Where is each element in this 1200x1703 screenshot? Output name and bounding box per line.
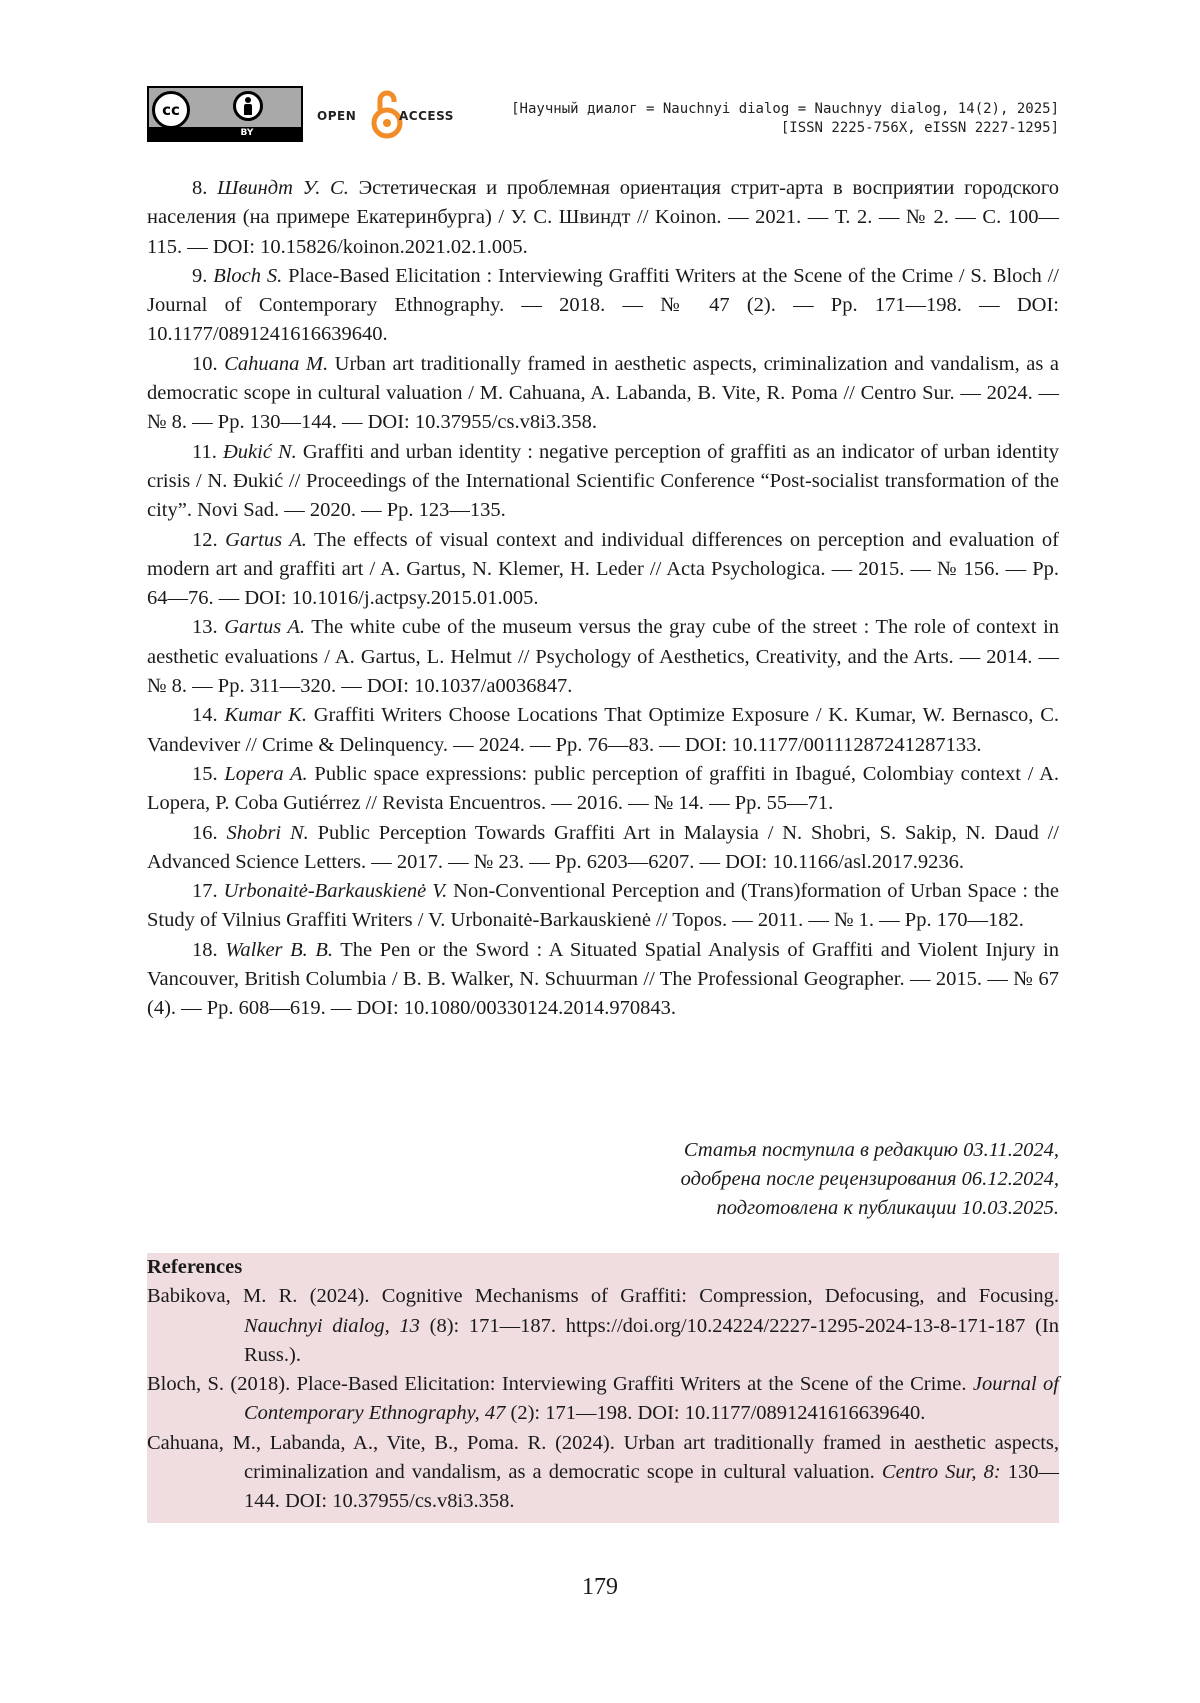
ref-item: 17. Urbonaitė-Barkauskienė V. Non-Conventional Perception and (Trans)formation of Urban Space : the Study of Vilnius Graffiti Writers / V. Urbonaitė-Barkauskienė // Topos. — 2011. — № 1. — Pp. 170—182.	[147, 877, 1059, 936]
ref-item: 15. Lopera A. Public space expressions: public perception of graffiti in Ibagué, Colombiay context / A. Lopera, P. Coba Gutiérrez // Revista Encuentros. — 2016. — № 14. — Pp. 55—71.	[147, 760, 1059, 819]
attribution-icon	[233, 91, 263, 121]
bibliography-list	[147, 174, 1059, 1024]
page-header	[147, 84, 1059, 144]
journal-issn: [ISSN 2225-756X, eISSN 2227-1295]	[511, 119, 1059, 138]
references-heading: References	[147, 1253, 1059, 1282]
cc-by-license-badge[interactable]	[147, 86, 303, 142]
ref-item: 11. Đukić N. Graffiti and urban identity : negative perception of graffiti as an indicator of urban identity crisis / N. Đukić // Proceedings of the International Scientific Conference “Post-socialist transformation of the city”. Novi Sad. — 2020. — Pp. 123—135.	[147, 438, 1059, 526]
ref-item: 14. Kumar K. Graffiti Writers Choose Locations That Optimize Exposure / K. Kumar, W. Bernasco, C. Vandeviver // Crime & Delinquency. — 2024. — Pp. 76—83. — DOI: 10.1177/00111287241287133.	[147, 701, 1059, 760]
references-section	[147, 1253, 1059, 1523]
article-history	[681, 1136, 1059, 1223]
ref-item: 12. Gartus A. The effects of visual context and individual differences on perception and evaluation of modern art and graffiti art / A. Gartus, N. Klemer, H. Leder // Acta Psychologica. — 2015. — № 156. — Pp. 64—76. — DOI: 10.1016/j.actpsy.2015.01.005.	[147, 526, 1059, 614]
open-access-logo	[317, 88, 467, 144]
by-label: BY	[235, 127, 259, 140]
prepared-date: подготовлена к публикации 10.03.2025.	[681, 1194, 1059, 1223]
approved-date: одобрена после рецензирования 06.12.2024,	[681, 1165, 1059, 1194]
journal-meta	[511, 100, 1059, 138]
reference-item: Bloch, S. (2018). Place-Based Elicitation: Interviewing Graffiti Writers at the Scene of the Crime. Journal of Contemporary Ethnography, 47 (2): 171—198. DOI: 10.1177/0891241616639640.	[147, 1370, 1059, 1429]
received-date: Статья поступила в редакцию 03.11.2024,	[681, 1136, 1059, 1165]
reference-item: Cahuana, M., Labanda, A., Vite, B., Poma. R. (2024). Urban art traditionally framed in aesthetic aspects, criminalization and vandalism, as a democratic scope in cultural valuation. Centro Sur, 8: 130—144. DOI: 10.37955/cs.v8i3.358.	[147, 1429, 1059, 1517]
ref-item: 8. Швиндт У. С. Эстетическая и проблемная ориентация стрит-арта в восприятии городского населения (на примере Екатеринбурга) / У. С. Швиндт // Koinon. — 2021. — Т. 2. — № 2. — С. 100—115. — DOI: 10.15826/koinon.2021.02.1.005.	[147, 174, 1059, 262]
badge-bottom-bar	[149, 127, 301, 140]
reference-item: Babikova, M. R. (2024). Cognitive Mechanisms of Graffiti: Compression, Defocusing, and Focusing. Nauchnyi dialog, 13 (8): 171—187. https://doi.org/10.24224/2227-1295-2024-13-8-171-187 (In Russ.).	[147, 1282, 1059, 1370]
open-label: OPEN	[317, 109, 356, 123]
ref-item: 10. Cahuana M. Urban art traditionally framed in aesthetic aspects, criminalization and vandalism, as a democratic scope in cultural valuation / M. Cahuana, A. Labanda, B. Vite, R. Poma // Centro Sur. — 2024. — № 8. — Pp. 130—144. — DOI: 10.37955/cs.v8i3.358.	[147, 350, 1059, 438]
page-number: 179	[0, 1574, 1200, 1601]
page	[0, 0, 1200, 1703]
ref-item: 13. Gartus A. The white cube of the museum versus the gray cube of the street : The role of context in aesthetic evaluations / A. Gartus, L. Helmut // Psychology of Aesthetics, Creativity, and the Arts. — 2014. — № 8. — Pp. 311—320. — DOI: 10.1037/a0036847.	[147, 613, 1059, 701]
journal-citation: [Научный диалог = Nauchnyi dialog = Nauchnyy dialog, 14(2), 2025]	[511, 100, 1059, 119]
ref-item: 18. Walker B. B. The Pen or the Sword : A Situated Spatial Analysis of Graffiti and Violent Injury in Vancouver, British Columbia / B. B. Walker, N. Schuurman // The Professional Geographer. — 2015. — № 67 (4). — Pp. 608—619. — DOI: 10.1080/00330124.2014.970843.	[147, 936, 1059, 1024]
cc-icon: cc	[152, 91, 190, 129]
ref-item: 9. Bloch S. Place-Based Elicitation : Interviewing Graffiti Writers at the Scene of the Crime / S. Bloch // Journal of Contemporary Ethnography. — 2018. — № 47 (2). — Pp. 171—198. — DOI: 10.1177/0891241616639640.	[147, 262, 1059, 350]
access-label: ACCESS	[399, 109, 454, 123]
ref-item: 16. Shobri N. Public Perception Towards Graffiti Art in Malaysia / N. Shobri, S. Sakip, N. Daud // Advanced Science Letters. — 2017. — № 23. — Pp. 6203—6207. — DOI: 10.1166/asl.2017.9236.	[147, 819, 1059, 878]
